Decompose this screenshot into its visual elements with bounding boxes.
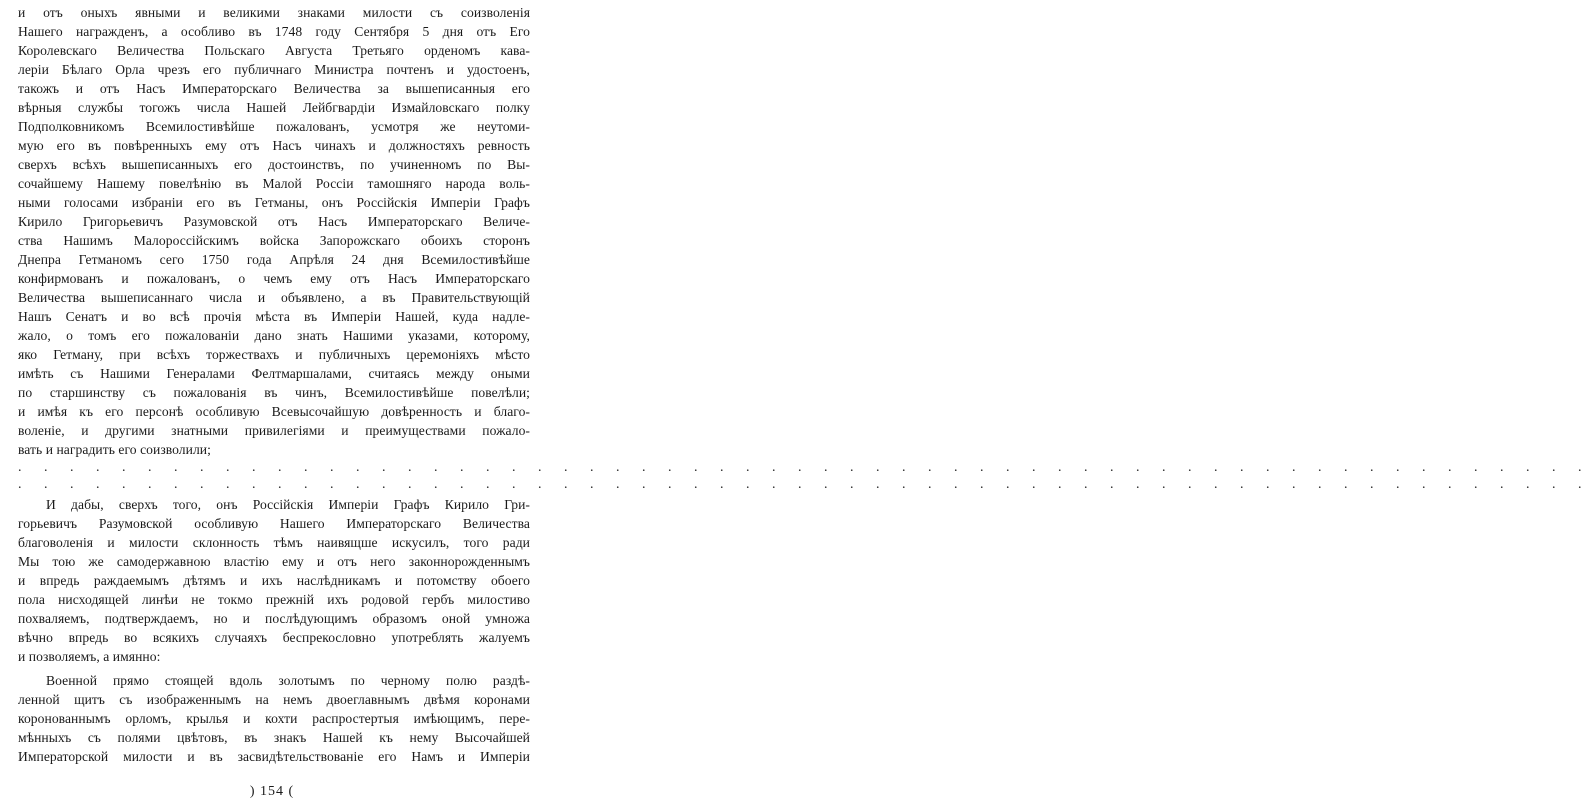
- ellipsis-line: . . . . . . . . . . . . . . . . . . . . . . . . . . . . . . . . . . . . . . . . . . . . . . . . . . . . . . . . . . . . .: [18, 460, 1591, 475]
- text-line: и впредь раждаемымъ дѣтямъ и ихъ наслѣдникамъ и потомству обоего: [18, 573, 530, 588]
- text-line: вать и наградить его соизволили;: [18, 442, 211, 457]
- text-line: Военной прямо стоящей вдоль золотымъ по черному полю раздѣ-: [46, 673, 530, 688]
- text-line: вѣчно впредь во всякихъ случаяхъ беспрекословно употреблять жалуемъ: [18, 630, 530, 645]
- text-line: мѣнныхъ съ полями цвѣтовъ, въ знакъ Нашей къ нему Высочайшей: [18, 730, 530, 745]
- text-line: И дабы, сверхъ того, онъ Россійскія Имперіи Графъ Кирило Гри-: [46, 497, 530, 512]
- ellipsis-line: . . . . . . . . . . . . . . . . . . . . . . . . . . . . . . . . . . . . . . . . . . . . . . . . . . . . . . . . . . . . .: [18, 477, 1591, 492]
- text-line: Королевскаго Величества Польскаго Августа Третьяго орденомъ кава-: [18, 43, 530, 58]
- text-line: имѣть съ Нашими Генералами Фелтмаршалами, считаясь между оными: [18, 366, 530, 381]
- text-line: коронованнымъ орломъ, крылья и кохти распростертыя имѣющимъ, пере-: [18, 711, 530, 726]
- text-line: вѣрныя службы тогожъ числа Нашей Лейбгвардіи Измайловскаго полку: [18, 100, 530, 115]
- text-line: Мы тою же самодержавною властію ему и отъ него законнорожденнымъ: [18, 554, 530, 569]
- text-line: и позволяемъ, а имянно:: [18, 649, 161, 664]
- text-line: и имѣя къ его персонѣ особливую Всевысочайшую довѣренность и благо-: [18, 404, 530, 419]
- text-line: благоволенія и милости склонность тѣмъ наивящше искусилъ, того ради: [18, 535, 530, 550]
- text-line: ства Нашимъ Малороссійскимъ войска Запорожскаго обоихъ сторонъ: [18, 233, 530, 248]
- text-line: Днепра Гетманомъ сего 1750 года Апрѣля 24 дня Всемилостивѣйше: [18, 252, 530, 267]
- text-line: по старшинству съ пожалованія въ чинъ, Всемилостивѣйше повелѣли;: [18, 385, 530, 400]
- text-line: конфирмованъ и пожалованъ, о чемъ ему отъ Насъ Императорскаго: [18, 271, 530, 286]
- text-line: такожъ и отъ Насъ Императорскаго Величества за вышеписанныя его: [18, 81, 530, 96]
- text-line: Величества вышеписаннаго числа и объявлено, а въ Правительствующій: [18, 290, 530, 305]
- text-line: воленіе, и другими знатными привилегіями и преимуществами пожало-: [18, 423, 530, 438]
- text-line: сверхъ всѣхъ вышеписанныхъ его достоинствъ, по учиненномъ по Вы-: [18, 157, 530, 172]
- text-line: пола нисходящей линѣи не токмо прежній ихъ родовой гербъ милостиво: [18, 592, 530, 607]
- text-line: жало, о томъ его пожалованіи дано знать Нашими указами, которому,: [18, 328, 530, 343]
- text-line: ными голосами избраніи его въ Гетманы, онъ Россійскія Имперіи Графъ: [18, 195, 530, 210]
- text-line: леріи Бѣлаго Орла чрезъ его публичнаго Министра почтенъ и удостоенъ,: [18, 62, 530, 77]
- text-line: Нашъ Сенатъ и во всѣ прочія мѣста въ Имперіи Нашей, куда надле-: [18, 309, 530, 324]
- text-line: Подполковникомъ Всемилостивѣйше пожалованъ, усмотря же неутоми-: [18, 119, 530, 134]
- text-line: Кирило Григорьевичъ Разумовской отъ Насъ Императорскаго Величе-: [18, 214, 530, 229]
- text-line: горьевичъ Разумовской особливую Нашего Императорскаго Величества: [18, 516, 530, 531]
- text-line: и отъ оныхъ явными и великими знаками милости съ соизволенія: [18, 5, 530, 20]
- page-number: ) 154 (: [249, 784, 295, 799]
- text-line: Нашего награжденъ, а особливо въ 1748 году Сентября 5 дня отъ Его: [18, 24, 530, 39]
- text-line: Императорской милости и въ засвидѣтельствованіе его Намъ и Имперіи: [18, 749, 530, 764]
- text-line: похваляемъ, подтверждаемъ, но и послѣдующимъ образомъ оной умножа: [18, 611, 530, 626]
- text-line: ленной щитъ съ изображеннымъ на немъ двоеглавнымъ двѣмя коронами: [18, 692, 530, 707]
- text-line: мую его въ повѣренныхъ ему отъ Насъ чинахъ и должностяхъ ревность: [18, 138, 530, 153]
- text-line: яко Гетману, при всѣхъ торжествахъ и публичныхъ церемоніяхъ мѣсто: [18, 347, 530, 362]
- text-line: сочайшему Нашему повелѣнію въ Малой Россіи тамошняго народа воль-: [18, 176, 530, 191]
